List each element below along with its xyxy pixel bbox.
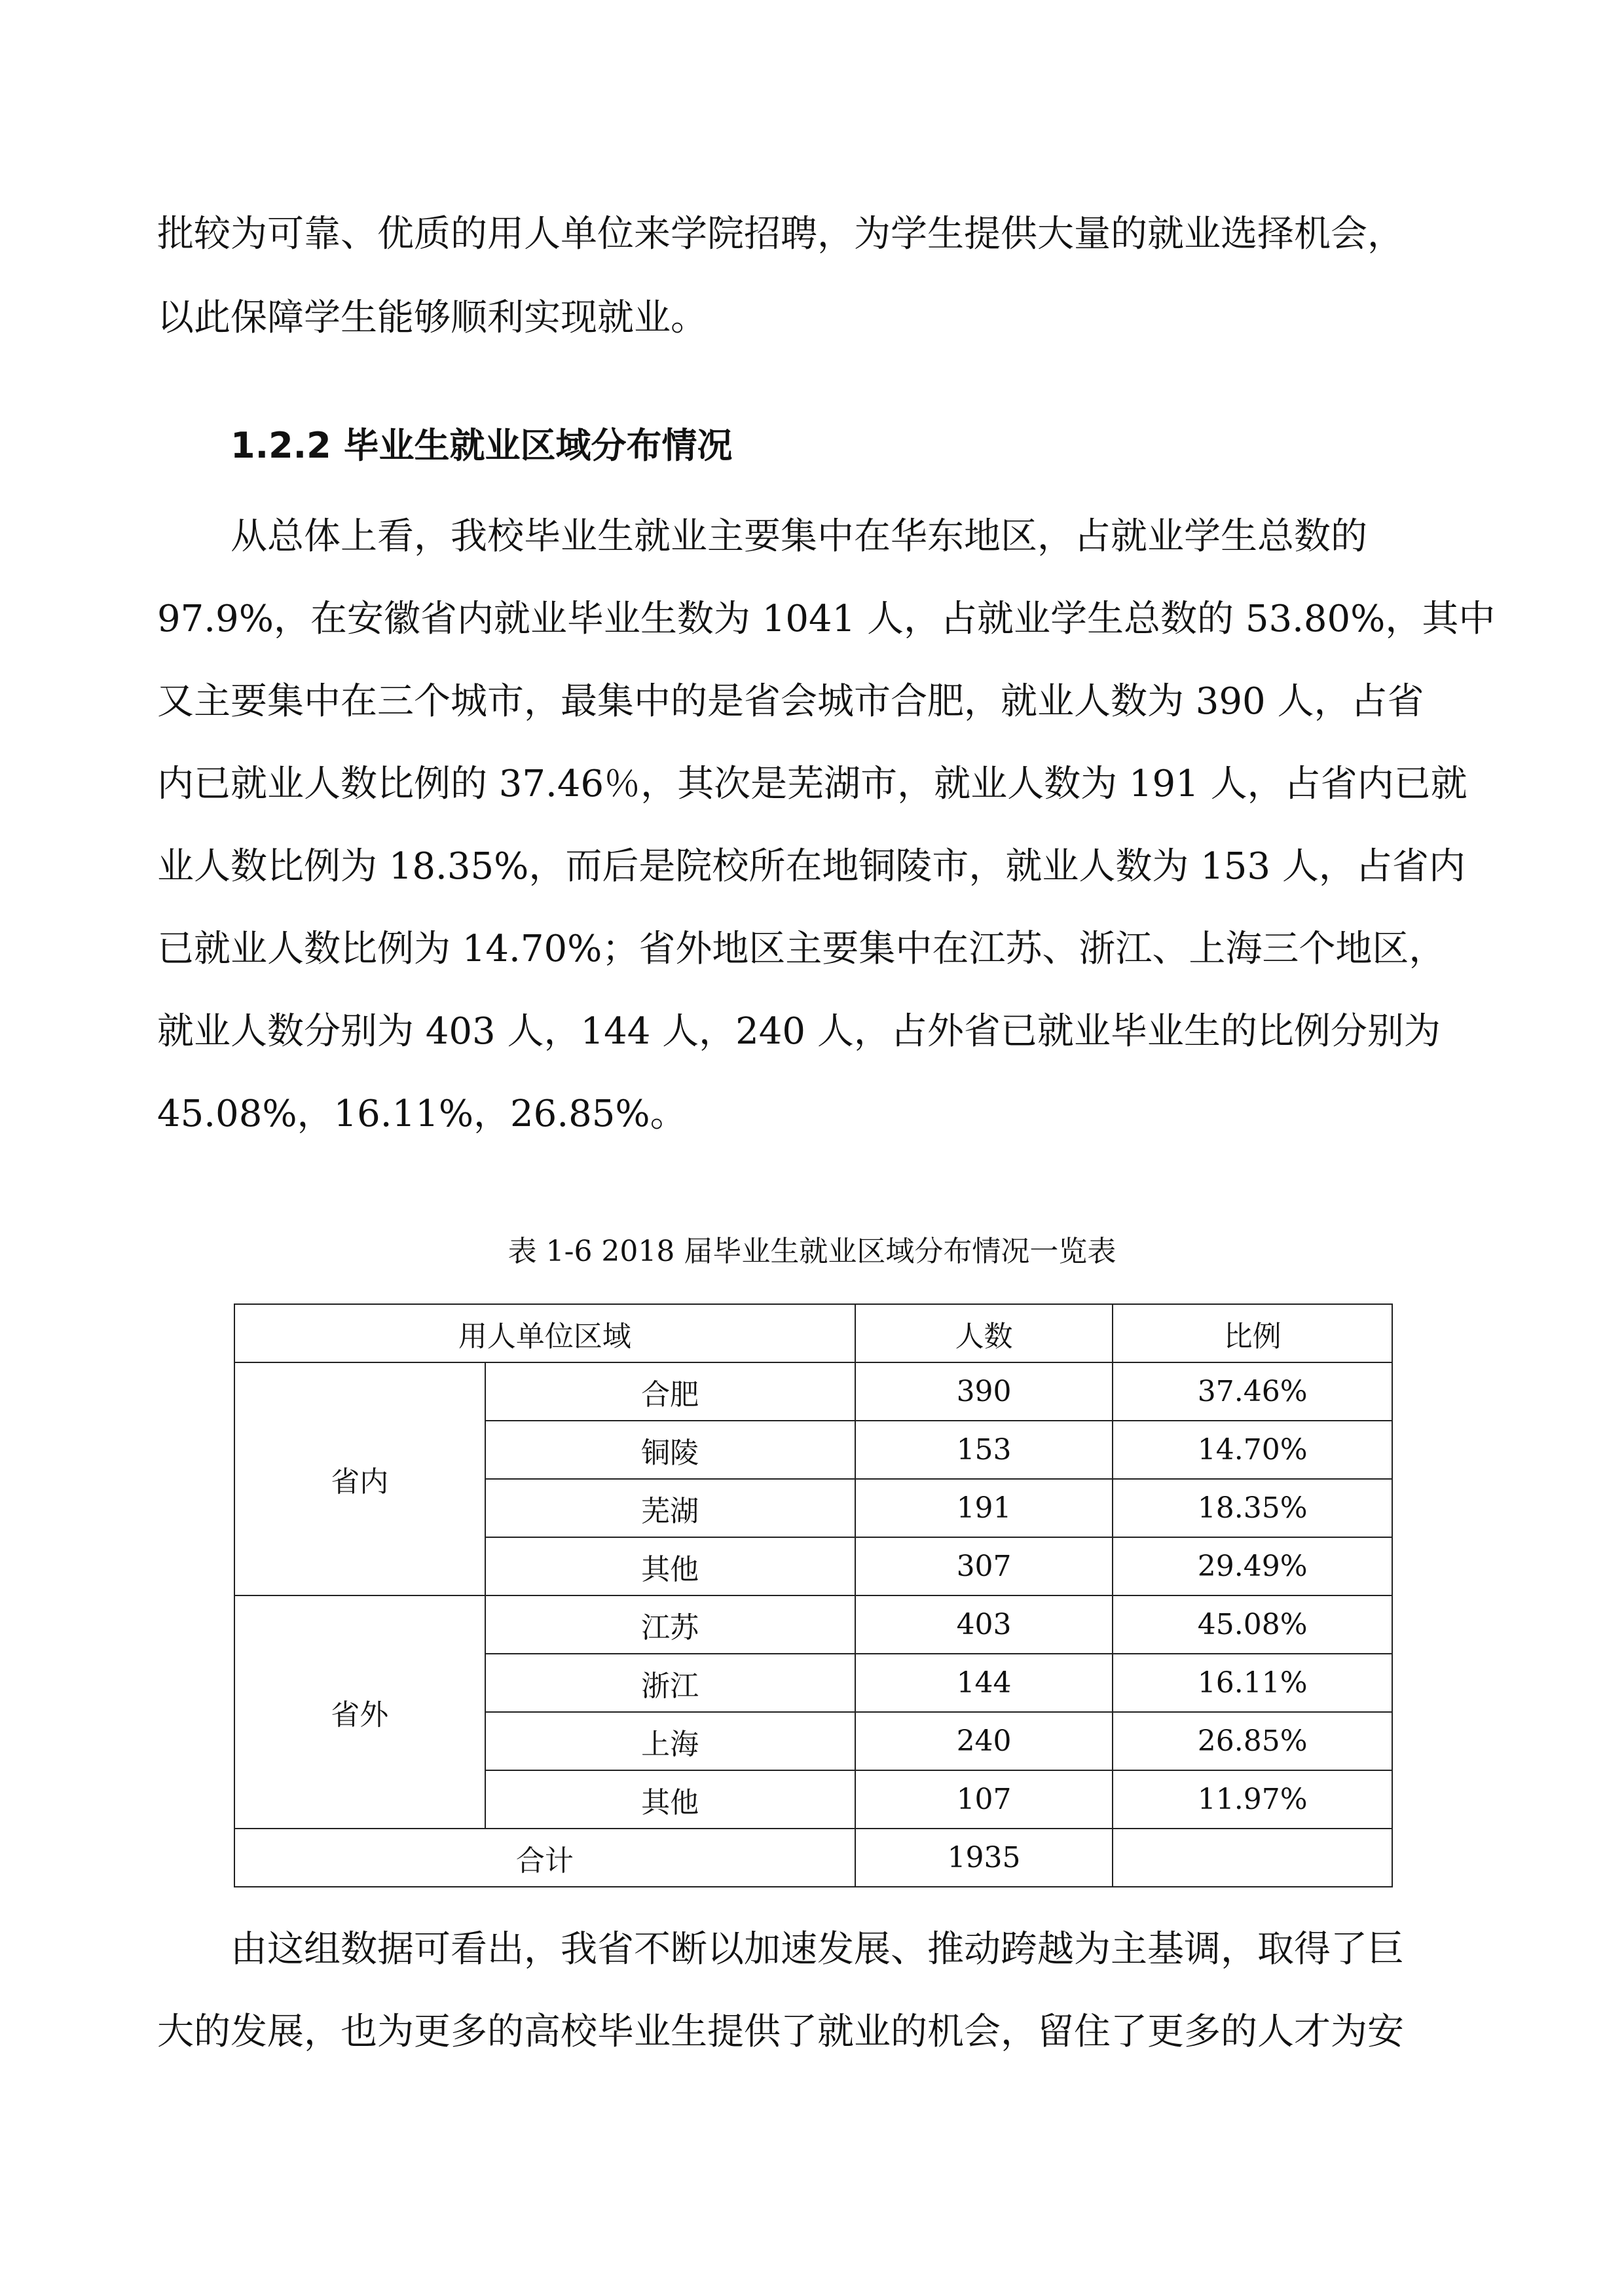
total-row	[234, 1829, 1392, 1887]
total-count-cell: 1935	[855, 1829, 1113, 1887]
header-count: 人数	[855, 1304, 1113, 1362]
count-cell: 240	[855, 1712, 1113, 1770]
table-header-row	[234, 1304, 1392, 1362]
city-cell: 其他	[485, 1770, 855, 1829]
header-ratio: 比例	[1113, 1304, 1392, 1362]
body-line: 45.08%，16.11%，26.85%。	[157, 1093, 687, 1135]
ratio-cell: 45.08%	[1113, 1595, 1392, 1654]
body-line: 由这组数据可看出，我省不断以加速发展、推动跨越为主基调，取得了巨	[231, 1928, 1404, 1971]
body-line: 内已就业人数比例的 37.46％，其次是芜湖市，就业人数为 191 人，占省内已就	[157, 763, 1467, 805]
city-cell: 铜陵	[485, 1421, 855, 1479]
section-heading: 1.2.2 毕业生就业区域分布情况	[231, 425, 733, 466]
body-line: 已就业人数比例为 14.70%；省外地区主要集中在江苏、浙江、上海三个地区，	[157, 928, 1446, 970]
ratio-cell: 29.49%	[1113, 1537, 1392, 1595]
body-line: 大的发展，也为更多的高校毕业生提供了就业的机会，留住了更多的人才为安	[157, 2011, 1404, 2053]
city-cell: 合肥	[485, 1362, 855, 1421]
city-cell: 芜湖	[485, 1479, 855, 1537]
body-line: 以此保障学生能够顺利实现就业。	[157, 297, 707, 339]
count-cell: 144	[855, 1654, 1113, 1712]
ratio-cell: 16.11%	[1113, 1654, 1392, 1712]
total-label-cell: 合计	[234, 1829, 855, 1887]
body-line: 就业人数分别为 403 人，144 人，240 人，占外省已就业毕业生的比例分别为	[157, 1010, 1441, 1053]
table-caption: 表 1-6 2018 届毕业生就业区域分布情况一览表	[507, 1235, 1116, 1268]
table-row	[234, 1595, 1392, 1654]
city-cell: 其他	[485, 1537, 855, 1595]
ratio-cell: 18.35%	[1113, 1479, 1392, 1537]
body-line: 业人数比例为 18.35%，而后是院校所在地铜陵市，就业人数为 153 人，占省内	[157, 845, 1466, 888]
city-cell: 浙江	[485, 1654, 855, 1712]
city-cell: 江苏	[485, 1595, 855, 1654]
table-row	[234, 1362, 1392, 1421]
count-cell: 403	[855, 1595, 1113, 1654]
count-cell: 307	[855, 1537, 1113, 1595]
ratio-cell: 11.97%	[1113, 1770, 1392, 1829]
ratio-cell: 37.46%	[1113, 1362, 1392, 1421]
body-line: 97.9%，在安徽省内就业毕业生数为 1041 人，占就业学生总数的 53.80%，其中	[157, 598, 1496, 640]
body-line: 批较为可靠、优质的用人单位来学院招聘，为学生提供大量的就业选择机会，	[157, 213, 1404, 255]
header-region: 用人单位区域	[234, 1304, 855, 1362]
count-cell: 153	[855, 1421, 1113, 1479]
body-line: 从总体上看，我校毕业生就业主要集中在华东地区，占就业学生总数的	[231, 515, 1367, 558]
region-distribution-table	[234, 1303, 1393, 1887]
body-line: 又主要集中在三个城市，最集中的是省会城市合肥，就业人数为 390 人，占省	[157, 680, 1424, 723]
total-ratio-cell	[1113, 1829, 1392, 1887]
ratio-cell: 26.85%	[1113, 1712, 1392, 1770]
count-cell: 390	[855, 1362, 1113, 1421]
group-cell: 省外	[234, 1595, 485, 1829]
city-cell: 上海	[485, 1712, 855, 1770]
ratio-cell: 14.70%	[1113, 1421, 1392, 1479]
group-cell: 省内	[234, 1362, 485, 1595]
count-cell: 107	[855, 1770, 1113, 1829]
count-cell: 191	[855, 1479, 1113, 1537]
